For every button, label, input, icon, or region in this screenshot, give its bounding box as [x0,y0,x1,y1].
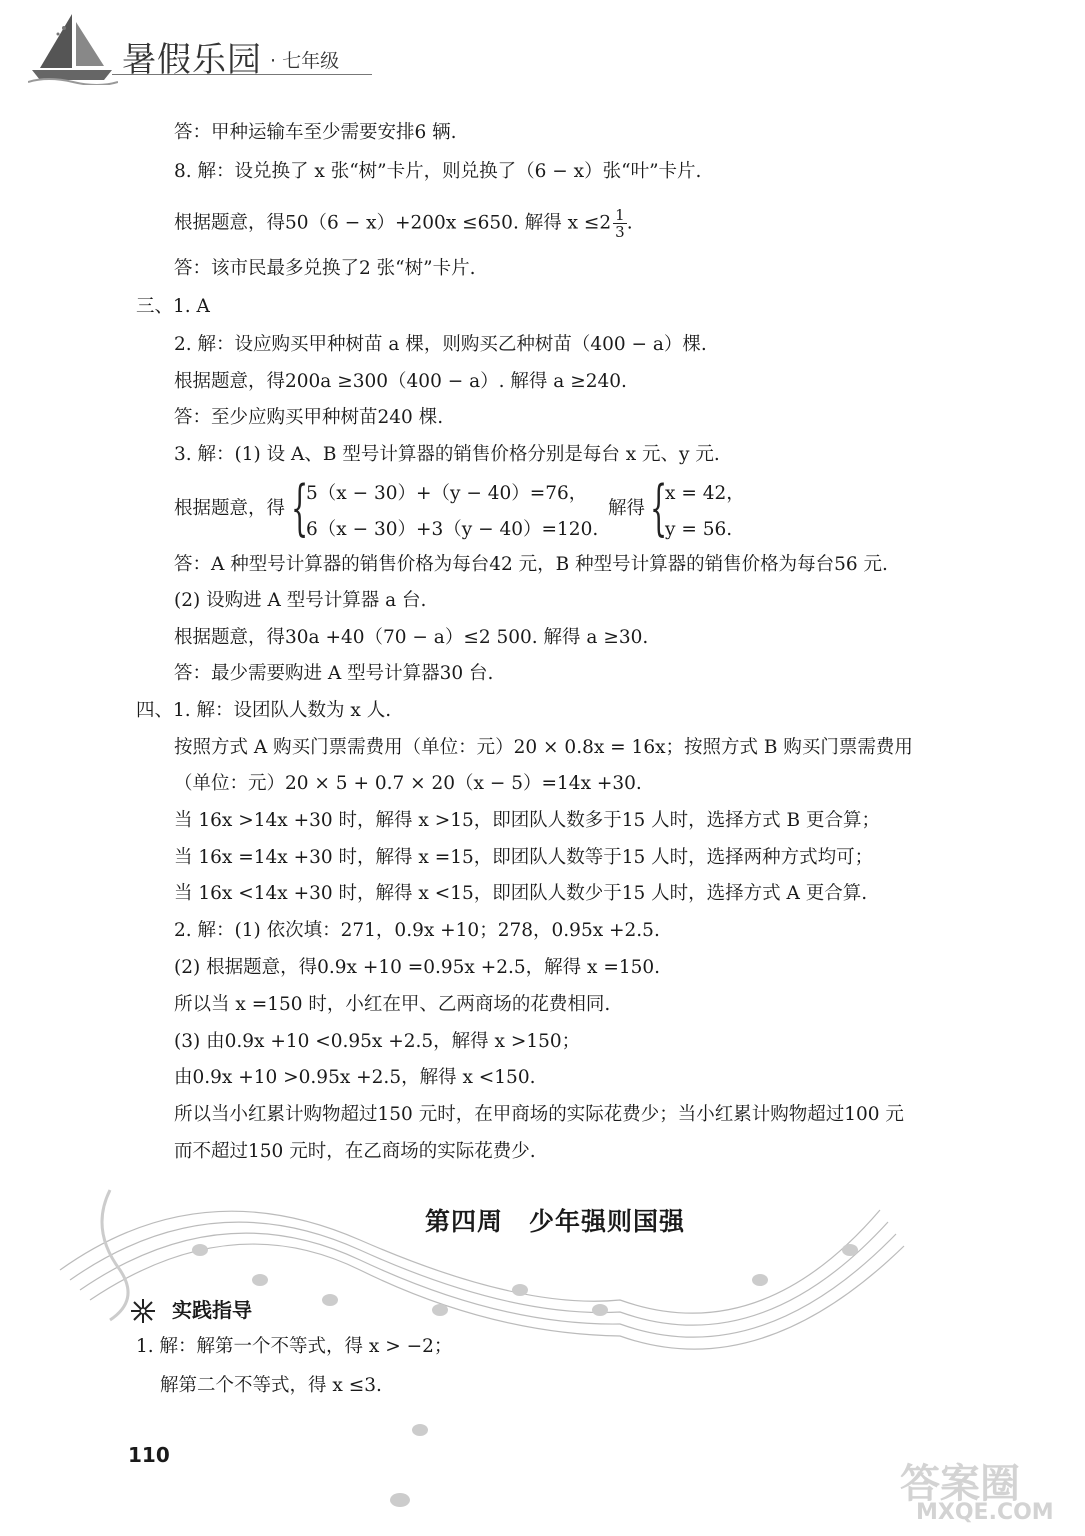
text-span: . [626,212,633,234]
text-line: 按照方式 A 购买门票需费用（单位：元）20 × 0.8x = 16x；按照方式 B 购买门票需费用 [174,737,913,758]
header-subtitle: · 七年级 [270,50,340,72]
text-line: 根据题意，得30a +40（70 − a）≤2 500. 解得 a ≥30. [174,627,649,648]
text-line: 所以当小红累计购物超过150 元时，在甲商场的实际花费少；当小红累计购物超过100 元 [174,1104,904,1125]
text-line: 而不超过150 元时，在乙商场的实际花费少. [174,1141,536,1162]
text-line: 当 16x =14x +30 时，解得 x =15，即团队人数等于15 人时，选择两种方式均可； [174,847,874,868]
sparkle-icon [128,1296,158,1326]
page-number: 110 [128,1443,170,1467]
text-line: 由0.9x +10 >0.95x +2.5，解得 x <150. [174,1067,536,1088]
text-line: 答：甲种运输车至少需要安排6 辆. [174,122,457,143]
text-line: 解第二个不等式，得 x ≤3. [160,1375,382,1396]
header-underline [112,74,372,75]
text-line: (2) 根据题意，得0.9x +10 =0.95x +2.5，解得 x =150. [174,957,661,978]
text-line: 答：A 种型号计算器的销售价格为每台42 元，B 种型号计算器的销售价格为每台56 元. [174,554,888,575]
equation-line: x = 42， [665,483,745,504]
text-line: 8. 解：设兑换了 x 张“树”卡片，则兑换了（6 − x）张“叶”卡片. [174,161,702,182]
text-line: 2. 解：(1) 依次填：271，0.9x +10；278，0.95x +2.5. [174,920,660,941]
text-line: 当 16x >14x +30 时，解得 x >15，即团队人数多于15 人时，选择方式 B 更合算； [174,810,881,831]
page-header [0,0,1085,100]
text-line: （单位：元）20 × 5 + 0.7 × 20（x − 5）=14x +30. [174,773,642,794]
section-title: 第四周 少年强则国强 [425,1207,686,1236]
equation-line: 6（x − 30）+3（y − 40）=120. [306,519,599,540]
watermark-logo: 答案圈 [900,1461,1020,1507]
text-line: 3. 解：(1) 设 A、B 型号计算器的销售价格分别是每台 x 元、y 元. [174,444,720,465]
text-line: 2. 解：设应购买甲种树苗 a 棵，则购买乙种树苗（400 − a）棵. [174,334,707,355]
text-line: 1. 解：解第一个不等式，得 x > −2； [136,1336,453,1357]
text-line: 根据题意，得200a ≥300（400 − a）. 解得 a ≥240. [174,371,627,392]
equation-line: y = 56. [665,519,733,540]
left-brace: { [650,473,668,543]
text-line: 三、1. A [136,296,210,317]
watermark-url: MXQE.COM [916,1500,1054,1525]
text-line: 所以当 x =150 时，小红在甲、乙两商场的花费相同. [174,994,611,1015]
fraction [613,207,627,240]
text-line: 四、1. 解：设团队人数为 x 人. [136,700,392,721]
text-line: 解得 [608,498,646,519]
text-line: (3) 由0.9x +10 <0.95x +2.5，解得 x >150； [174,1031,581,1052]
text-span: 根据题意，得50（6 − x）+200x ≤650. 解得 x ≤2 [174,212,612,234]
text-line: 答：最少需要购进 A 型号计算器30 台. [174,663,494,684]
sailboat-logo-icon [28,10,118,85]
text-line-with-fraction [174,207,633,240]
text-line: 答：至少应购买甲种树苗240 棵. [174,407,444,428]
left-brace: { [291,473,309,543]
fraction-denominator: 3 [615,223,625,241]
text-line: (2) 设购进 A 型号计算器 a 台. [174,590,427,611]
practice-heading: 实践指导 [172,1298,252,1322]
text-line: 答：该市民最多兑换了2 张“树”卡片. [174,258,476,279]
text-line: 根据题意，得 [174,498,286,519]
fraction-numerator: 1 [615,206,625,224]
equation-line: 5（x − 30）+（y − 40）=76， [306,483,588,504]
header-title: 暑假乐园 [122,40,262,80]
text-line: 当 16x <14x +30 时，解得 x <15，即团队人数少于15 人时，选择方式 A 更合算. [174,883,868,904]
